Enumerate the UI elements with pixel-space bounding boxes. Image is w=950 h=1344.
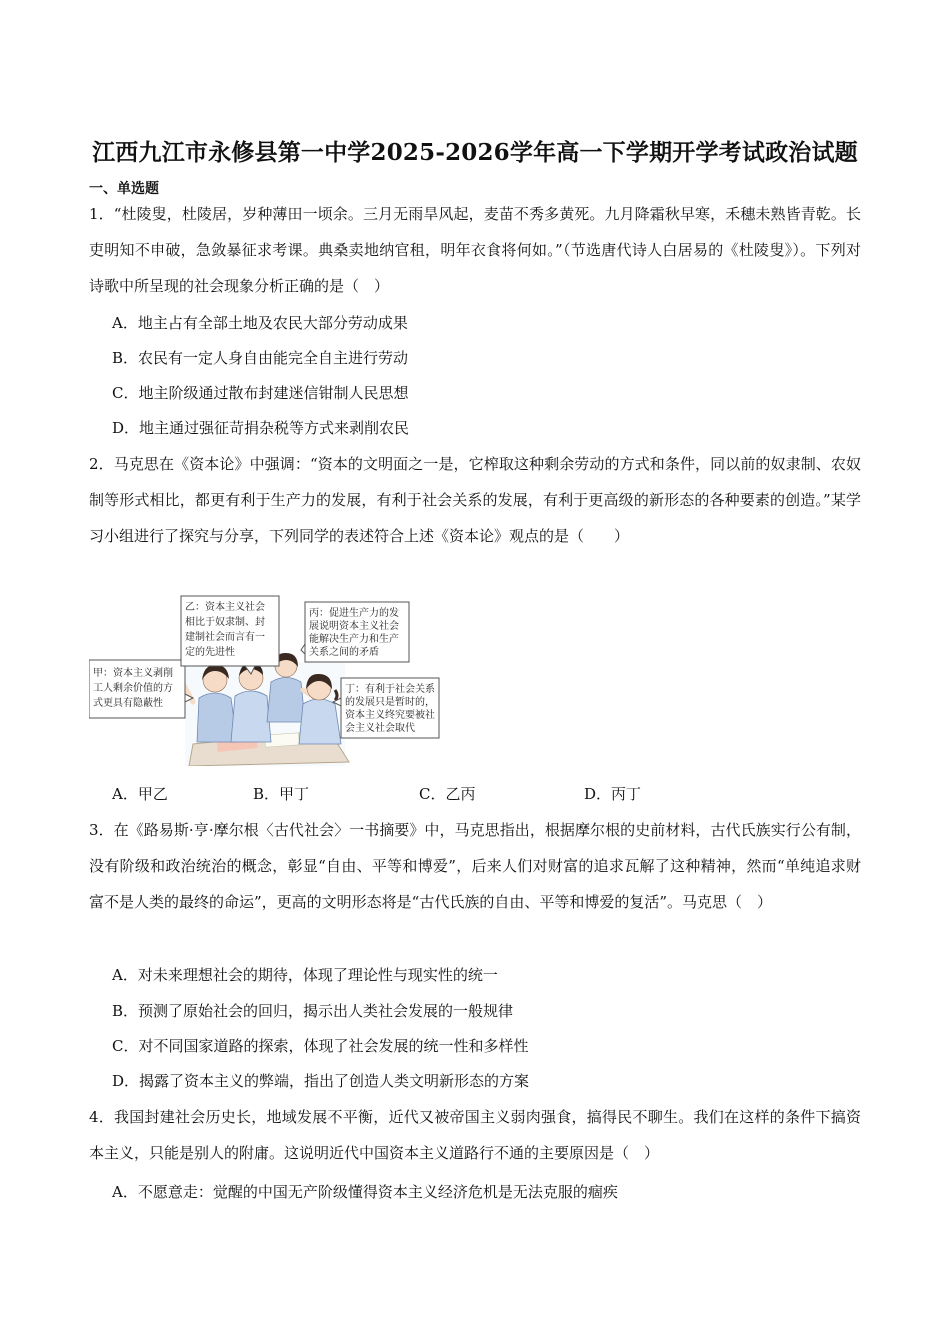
speech-bubble-jia: [89, 660, 193, 718]
section-heading: 一、单选题: [89, 181, 159, 197]
question-2-option-a: A．甲乙: [112, 785, 168, 803]
question-3-option-a: A．对未来理想社会的期待，体现了理论性与现实性的统一: [112, 966, 498, 984]
bubble-ding-line-3: 资本主义终究要被社: [345, 710, 435, 721]
bubble-yi-line-3: 建制社会而言有一: [185, 632, 265, 643]
question-3-option-c: C．对不同国家道路的探索，体现了社会发展的统一性和多样性: [112, 1037, 529, 1055]
bubble-bing-line-4: 关系之间的矛盾: [309, 647, 379, 658]
bubble-jia-line-3: 式更具有隐蔽性: [93, 698, 163, 709]
question-1-option-d: D．地主通过强征苛捐杂税等方式来剥削农民: [112, 419, 410, 437]
question-4-option-a: A．不愿意走：觉醒的中国无产阶级懂得资本主义经济危机是无法克服的痼疾: [112, 1183, 618, 1201]
question-2-option-d: D．丙丁: [584, 785, 642, 803]
bubble-bing-line-2: 展说明资本主义社会: [309, 621, 399, 632]
bubble-ding-line-2: 的发展只是暂时的，: [345, 697, 435, 708]
bubble-yi-line-4: 定的先进性: [185, 647, 235, 658]
speech-bubble-ding: [333, 678, 439, 738]
question-1-option-c: C．地主阶级通过散布封建迷信钳制人民思想: [112, 384, 409, 402]
bubble-jia-line-1: 甲：资本主义剥削: [93, 668, 173, 679]
speech-bubble-bing: [301, 602, 409, 662]
bubble-bing-line-3: 能解决生产力和生产: [309, 634, 399, 645]
bubble-ding-line-1: 丁：有利于社会关系: [345, 684, 435, 695]
question-2-option-b: B．甲丁: [253, 785, 310, 803]
question-3-option-b: B．预测了原始社会的回归，揭示出人类社会发展的一般规律: [112, 1002, 514, 1020]
bubble-bing-line-1: 丙：促进生产力的发: [309, 608, 399, 619]
question-4-stem: 4．我国封建社会历史长，地域发展不平衡，近代又被帝国主义弱肉强食，搞得民不聊生。我们在这样的条件下搞资本主义，只能是别人的附庸。这说明近代中国资本主义道路行不通的主要原因是（ ）: [89, 1108, 861, 1162]
question-2-option-c: C．乙丙: [419, 785, 476, 803]
question-1-option-b: B．农民有一定人身自由能完全自主进行劳动: [112, 349, 409, 367]
bubble-jia-line-2: 工人剩余价值的方: [93, 683, 173, 694]
question-2-stem: 2．马克思在《资本论》中强调：“资本的文明面之一是，它榨取这种剩余劳动的方式和条件，同以前的奴隶制、农奴制等形式相比，都更有利于生产力的发展，有利于社会关系的发展，有利于更高级的新形态的各种要素的创造。”某学习小组进行了探究与分享，下列同学的表述符合上述《资本论》观点的是（ ）: [89, 455, 861, 545]
question-3-option-d: D．揭露了资本主义的弊端，指出了创造人类文明新形态的方案: [112, 1072, 530, 1090]
bubble-ding-line-4: 会主义社会取代: [345, 723, 415, 734]
bubble-yi-line-1: 乙：资本主义社会: [185, 602, 265, 613]
bubble-yi-line-2: 相比于奴隶制、封: [185, 617, 265, 628]
discussion-illustration: [89, 594, 441, 766]
question-1-stem: 1．“杜陵叟，杜陵居，岁种薄田一顷余。三月无雨旱风起，麦苗不秀多黄死。九月降霜秋早寒，禾穗未熟皆青乾。长吏明知不申破，急敛暴征求考课。典桑卖地纳官租，明年衣食将何如。”（节选唐代诗人白居易的《杜陵叟》）。下列对诗歌中所呈现的社会现象分析正确的是（ ）: [89, 205, 861, 295]
exam-title: 江西九江市永修县第一中学2025-2026学年高一下学期开学考试政治试题: [92, 139, 858, 166]
question-3-stem: 3．在《路易斯·亨·摩尔根〈古代社会〉一书摘要》中，马克思指出，根据摩尔根的史前材料，古代氏族实行公有制，没有阶级和政治统治的概念，彰显“自由、平等和博爱”，后来人们对财富的追求瓦解了这种精神，然而“单纯追求财富不是人类的最终的命运”，更高的文明形态将是“古代氏族的自由、平等和博爱的复活”。马克思（ ）: [89, 821, 861, 911]
question-1-option-a: A．地主占有全部土地及农民大部分劳动成果: [112, 314, 408, 332]
speech-bubble-yi: [181, 596, 279, 674]
